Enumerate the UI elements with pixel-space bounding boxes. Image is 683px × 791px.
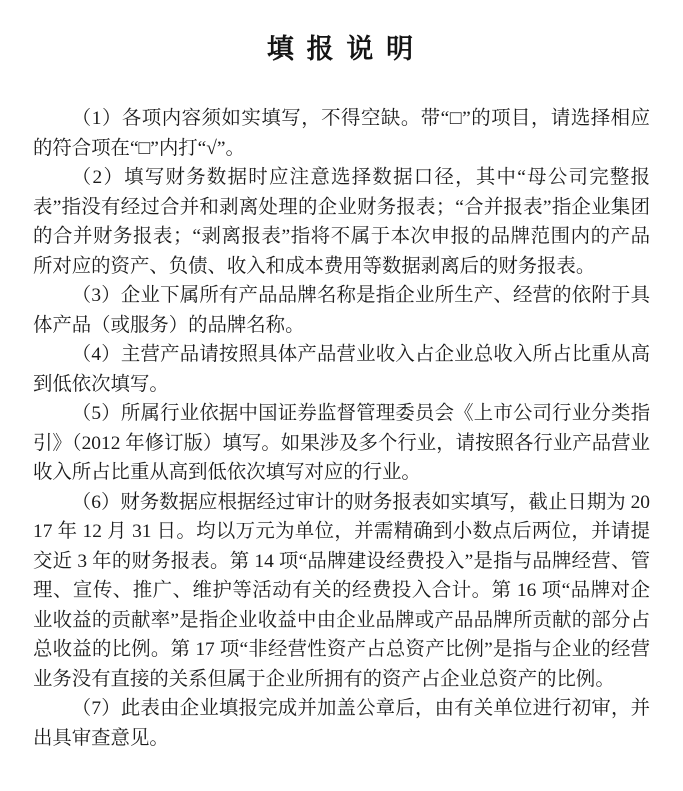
instruction-paragraph: （3）企业下属所有产品品牌名称是指企业所生产、经营的依附于具体产品（或服务）的品牌名称。 xyxy=(33,285,650,336)
instruction-paragraph: （1）各项内容须如实填写，不得空缺。带“□”的项目，请选择相应的符合项在“□”内打“√”。 xyxy=(33,108,650,159)
instruction-paragraph: （7）此表由企业填报完成并加盖公章后，由有关单位进行初审，并出具审查意见。 xyxy=(33,698,650,749)
instruction-paragraph: （2）填写财务数据时应注意选择数据口径，其中“母公司完整报表”指没有经过合并和剥离处理的企业财务报表；“合并报表”指企业集团的合并财务报表；“剥离报表”指将不属于本次申报的品牌范围内的产品所对应的资产、负债、收入和成本费用等数据剥离后的财务报表。 xyxy=(33,167,650,277)
instruction-paragraph: （6）财务数据应根据经过审计的财务报表如实填写，截止日期为 2017 年 12 月 31 日。均以万元为单位，并需精确到小数点后两位，并请提交近 3 年的财务报表。第 14 项“品牌建设经费投入”是指与品牌经营、管理、宣传、推广、维护等活动有关的经费投入合计。第 16 项“品牌对企业收益的贡献率”是指企业收益中由企业品牌或产品品牌所贡献的部分占总收益的比例。第 17 项“非经营性资产占总资产比例”是指与企业的经营业务没有直接的关系但属于企业所拥有的资产占企业总资产的比例。 xyxy=(33,491,650,690)
page-title: 填 报 说 明 xyxy=(266,34,417,64)
instructions-body xyxy=(33,104,650,753)
instruction-paragraph: （5）所属行业依据中国证券监督管理委员会《上市公司行业分类指引》（2012 年修订版）填写。如果涉及多个行业，请按照各行业产品营业收入所占比重从高到低依次填写对应的行业。 xyxy=(33,403,650,483)
instruction-paragraph: （4）主营产品请按照具体产品营业收入占企业总收入所占比重从高到低依次填写。 xyxy=(33,344,650,395)
